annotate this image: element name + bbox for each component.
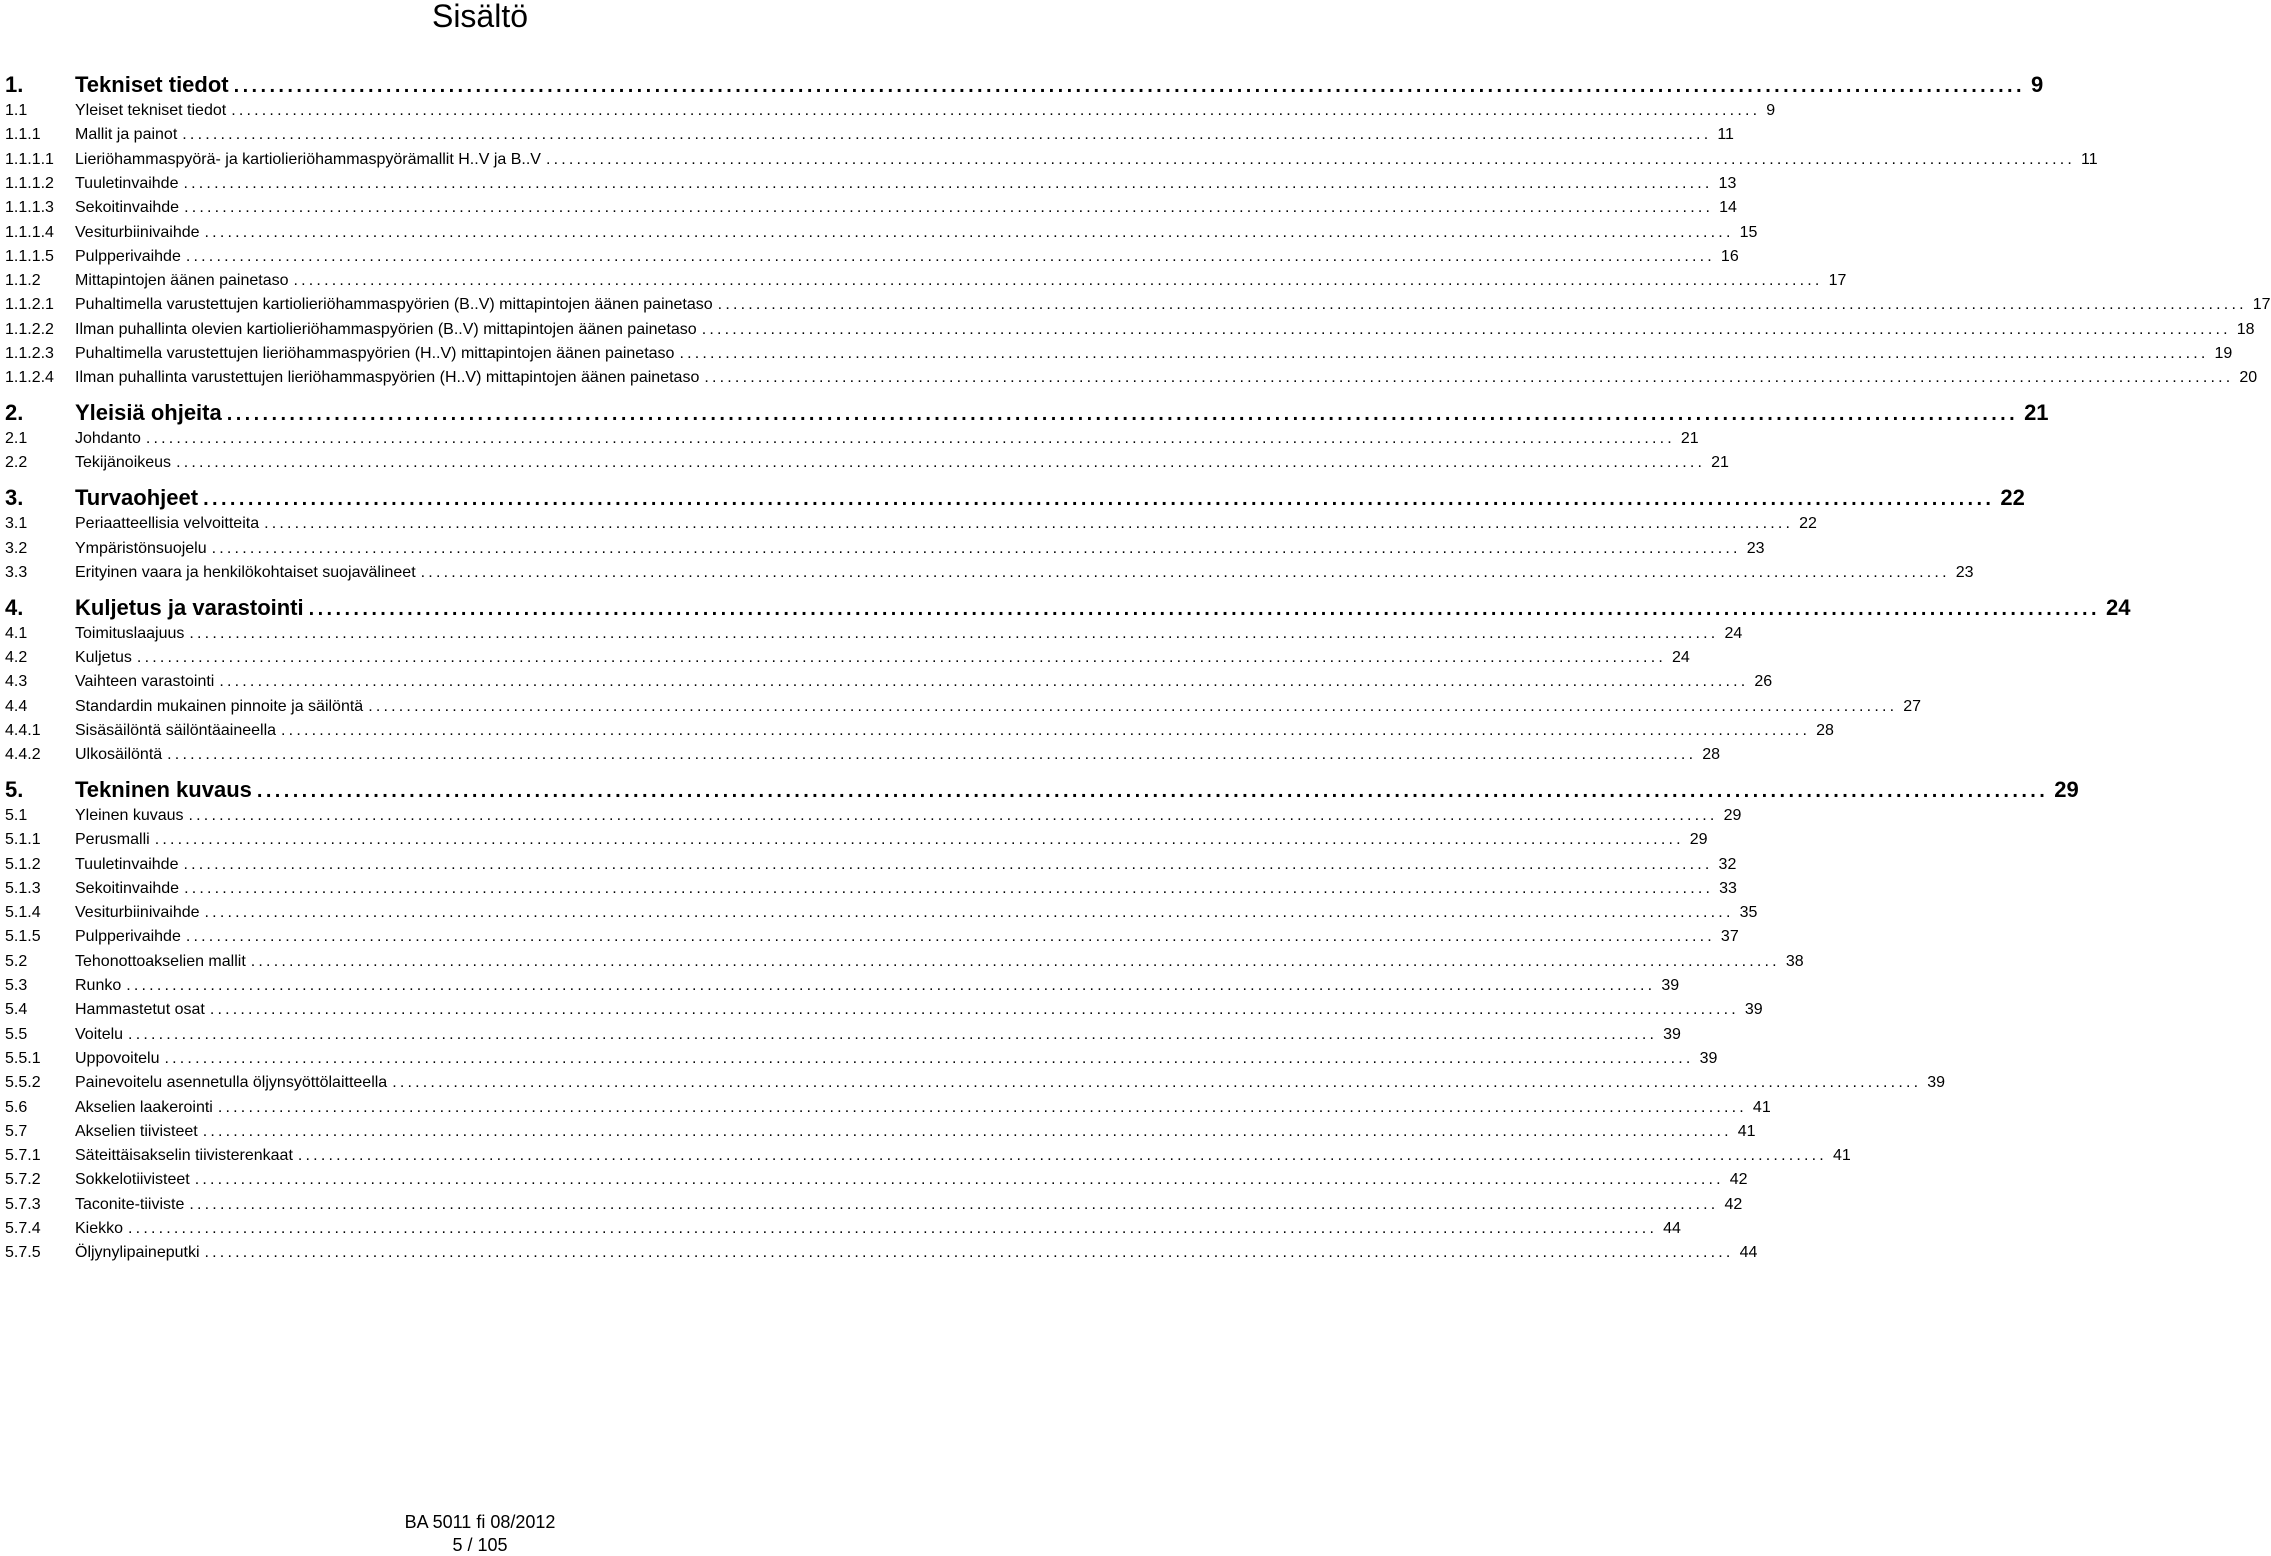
toc-number: 2.2 bbox=[5, 454, 28, 472]
toc-page-number: 22 bbox=[1799, 515, 1817, 533]
toc-title: Periaatteellisia velvoitteita bbox=[75, 515, 260, 533]
toc-page-number: 33 bbox=[1719, 879, 1737, 897]
toc-entry[interactable] bbox=[5, 1097, 1771, 1119]
toc-entry[interactable] bbox=[5, 951, 1804, 973]
toc-leader-dots: ........................................................................................................................................................................................................ bbox=[211, 539, 1741, 557]
toc-title: Toimituslaajuus bbox=[75, 624, 185, 642]
toc-entry[interactable] bbox=[5, 999, 1763, 1021]
toc-leader-dots: ........................................................................................................................................................................................................ bbox=[219, 673, 1749, 691]
toc-page-number: 37 bbox=[1720, 928, 1739, 946]
toc-number: 4. bbox=[5, 594, 24, 620]
toc-number: 1.1.2.4 bbox=[5, 369, 54, 387]
toc-entry[interactable] bbox=[5, 1169, 1748, 1191]
toc-page-number: 41 bbox=[1737, 1122, 1756, 1140]
toc-number: 5.7.4 bbox=[5, 1220, 41, 1237]
toc-entry[interactable] bbox=[5, 1048, 1718, 1070]
toc-number: 5.3 bbox=[5, 977, 28, 994]
toc-leader-dots: ........................................................................................................................................................................................................ bbox=[368, 697, 1898, 715]
toc-number: 1.1.1.1 bbox=[5, 150, 54, 168]
toc-leader-dots: ........................................................................................................................................................................................................ bbox=[308, 597, 2100, 620]
toc-title: Standardin mukainen pinnoite ja säilöntä bbox=[75, 697, 364, 715]
toc-leader-dots: ........................................................................................................................................................................................................ bbox=[188, 806, 1718, 824]
toc-title: Taconite-tiiviste bbox=[75, 1195, 185, 1213]
toc-entry[interactable] bbox=[5, 149, 2098, 171]
toc-page-number: 23 bbox=[1746, 539, 1765, 557]
toc-title: Akselien laakerointi bbox=[75, 1098, 213, 1116]
toc-entry[interactable] bbox=[5, 623, 1743, 645]
toc-entry[interactable] bbox=[5, 562, 1974, 584]
toc-entry[interactable] bbox=[5, 294, 2271, 316]
toc-title: Vaihteen varastointi bbox=[75, 673, 215, 691]
toc-entry[interactable] bbox=[5, 319, 2255, 341]
toc-title: Pulpperivaihde bbox=[75, 928, 181, 946]
toc-number: 5.4 bbox=[5, 1001, 28, 1019]
toc-title: Ilman puhallinta olevien kartiolieriöhammaspyörien (B..V) mittapintojen äänen painetaso bbox=[75, 320, 697, 338]
toc-leader-dots: ........................................................................................................................................................................................................ bbox=[209, 1001, 1739, 1019]
toc-number: 5.2 bbox=[5, 952, 28, 970]
toc-page-number: 28 bbox=[1816, 721, 1834, 739]
toc-leader-dots: ........................................................................................................................................................................................................ bbox=[189, 624, 1719, 642]
toc-entry[interactable] bbox=[5, 1218, 1681, 1240]
page-title: Sisältö bbox=[431, 0, 529, 34]
toc-title: Puhaltimella varustettujen lieriöhammaspyörien (H..V) mittapintojen äänen painetaso bbox=[75, 345, 675, 362]
toc-leader-dots: ........................................................................................................................................................................................................ bbox=[128, 1025, 1658, 1043]
toc-entry[interactable] bbox=[5, 1145, 1851, 1167]
toc-leader-dots: ........................................................................................................................................................................................................ bbox=[226, 403, 2019, 426]
toc-number: 5.7.5 bbox=[5, 1244, 41, 1262]
toc-number: 4.3 bbox=[5, 673, 28, 691]
toc-leader-dots: ........................................................................................................................................................................................................ bbox=[164, 1049, 1694, 1067]
toc-leader-dots: ........................................................................................................................................................................................................ bbox=[154, 831, 1684, 849]
toc-title: Ympäristönsuojelu bbox=[75, 539, 207, 557]
toc-leader-dots: ........................................................................................................................................................................................................ bbox=[256, 779, 2049, 802]
toc-number: 5.7.3 bbox=[5, 1195, 41, 1213]
toc-number: 1.1.2 bbox=[5, 272, 41, 290]
toc-leader-dots: ........................................................................................................................................................................................................ bbox=[185, 928, 1715, 946]
toc-title: Yleinen kuvaus bbox=[75, 806, 184, 824]
toc-number: 5.7.1 bbox=[5, 1147, 41, 1165]
toc-leader-dots: ........................................................................................................................................................................................................ bbox=[136, 648, 1666, 666]
toc-page-number: 39 bbox=[1663, 1025, 1681, 1043]
toc-title: Turvaohjeet bbox=[75, 485, 199, 511]
toc-title: Tuuletinvaihde bbox=[75, 174, 179, 192]
toc-page-number: 32 bbox=[1718, 855, 1737, 873]
toc-page-number: 23 bbox=[1955, 563, 1974, 581]
toc-entry[interactable] bbox=[5, 744, 1721, 766]
toc-page-number: 18 bbox=[2236, 320, 2255, 338]
toc-entry[interactable] bbox=[5, 720, 1834, 742]
toc-entry[interactable] bbox=[5, 222, 1758, 244]
toc-entry[interactable] bbox=[5, 173, 1737, 195]
toc-title: Tekijänoikeus bbox=[75, 454, 172, 472]
toc-leader-dots: ........................................................................................................................................................................................................ bbox=[217, 1098, 1747, 1116]
toc-number: 3. bbox=[5, 485, 24, 511]
toc-number: 5.1.5 bbox=[5, 928, 41, 946]
toc-number: 1.1.2.3 bbox=[5, 345, 54, 362]
toc-number: 5.1.2 bbox=[5, 855, 41, 873]
toc-number: 5.1.3 bbox=[5, 879, 41, 897]
toc-title: Kiekko bbox=[75, 1220, 124, 1237]
toc-chapter[interactable] bbox=[5, 484, 2025, 512]
toc-page-number: 14 bbox=[1719, 199, 1737, 217]
toc-page-number: 22 bbox=[2000, 485, 2025, 511]
page-number: 5 / 105 bbox=[452, 1535, 508, 1555]
toc-entry[interactable] bbox=[5, 124, 1734, 146]
toc-title: Sisäsäilöntä säilöntäaineella bbox=[75, 721, 277, 739]
toc-title: Voitelu bbox=[75, 1025, 124, 1043]
toc-number: 5.6 bbox=[5, 1098, 28, 1116]
toc-page-number: 13 bbox=[1718, 174, 1737, 192]
toc-leader-dots: ........................................................................................................................................................................................................ bbox=[189, 1195, 1719, 1213]
toc-title: Painevoitelu asennetulla öljynsyöttölaitteella bbox=[75, 1074, 388, 1092]
toc-number: 5.1.4 bbox=[5, 904, 41, 922]
toc-page-number: 17 bbox=[2252, 296, 2271, 314]
toc-title: Tuuletinvaihde bbox=[75, 855, 179, 873]
toc-entry[interactable] bbox=[5, 805, 1742, 827]
toc-entry[interactable] bbox=[5, 1194, 1743, 1216]
toc-leader-dots: ........................................................................................................................................................................................................ bbox=[128, 1220, 1658, 1237]
toc-leader-dots: ........................................................................................................................................................................................................ bbox=[704, 369, 2234, 387]
toc-leader-dots: ........................................................................................................................................................................................................ bbox=[202, 1122, 1732, 1140]
toc-page-number: 21 bbox=[1680, 430, 1699, 448]
toc-entry[interactable] bbox=[5, 197, 1737, 219]
toc-number: 4.4 bbox=[5, 697, 28, 715]
toc-title: Runko bbox=[75, 977, 122, 994]
toc-number: 2. bbox=[5, 400, 24, 426]
toc-page-number: 19 bbox=[2214, 345, 2233, 362]
toc-number: 2.1 bbox=[5, 430, 28, 448]
toc-number: 3.2 bbox=[5, 539, 28, 557]
toc-number: 3.3 bbox=[5, 563, 28, 581]
toc-number: 4.2 bbox=[5, 648, 28, 666]
toc-number: 5.1.1 bbox=[5, 831, 41, 849]
toc-page-number: 24 bbox=[2105, 594, 2131, 620]
toc-page-number: 29 bbox=[1723, 806, 1742, 824]
toc-leader-dots: ........................................................................................................................................................................................................ bbox=[250, 952, 1780, 970]
toc-title: Vesiturbiinivaihde bbox=[75, 904, 200, 922]
toc-number: 1.1.1.4 bbox=[5, 223, 54, 241]
toc-title: Sekoitinvaihde bbox=[75, 199, 180, 217]
toc-entry[interactable] bbox=[5, 270, 1847, 292]
toc-page-number: 16 bbox=[1720, 247, 1739, 265]
toc-leader-dots: ........................................................................................................................................................................................................ bbox=[182, 126, 1712, 144]
toc-page-number: 29 bbox=[2054, 776, 2079, 802]
toc-entry[interactable] bbox=[5, 538, 1765, 560]
toc-number: 5. bbox=[5, 776, 24, 802]
toc-number: 4.1 bbox=[5, 624, 28, 642]
toc-number: 4.4.2 bbox=[5, 746, 41, 764]
toc-title: Johdanto bbox=[75, 430, 141, 448]
toc-number: 1.1.1.2 bbox=[5, 174, 54, 192]
toc-title: Mallit ja painot bbox=[75, 126, 178, 144]
toc-entry[interactable] bbox=[5, 1072, 1946, 1094]
toc-entry[interactable] bbox=[5, 428, 1699, 450]
toc-title: Säteittäisakselin tiivisterenkaat bbox=[75, 1147, 293, 1165]
toc-page-number: 21 bbox=[2024, 400, 2049, 426]
toc-title: Kuljetus ja varastointi bbox=[75, 594, 304, 620]
toc-entry[interactable] bbox=[5, 1024, 1681, 1046]
toc-page-number: 39 bbox=[1699, 1049, 1718, 1067]
toc-page-number: 9 bbox=[2030, 72, 2044, 97]
toc-number: 5.5 bbox=[5, 1025, 28, 1043]
toc-title: Sekoitinvaihde bbox=[75, 879, 180, 897]
toc-leader-dots: ........................................................................................................................................................................................................ bbox=[392, 1074, 1922, 1092]
toc-number: 1.1.2.1 bbox=[5, 296, 54, 314]
toc-leader-dots: ........................................................................................................................................................................................................ bbox=[194, 1171, 1724, 1189]
toc-chapter[interactable] bbox=[5, 71, 2044, 99]
toc-leader-dots: ........................................................................................................................................................................................................ bbox=[204, 904, 1734, 922]
toc-leader-dots: ........................................................................................................................................................................................................ bbox=[183, 174, 1713, 192]
toc-leader-dots: ........................................................................................................................................................................................................ bbox=[204, 223, 1734, 241]
toc-number: 4.4.1 bbox=[5, 721, 41, 739]
toc-title: Erityinen vaara ja henkilökohtaiset suojavälineet bbox=[75, 563, 416, 581]
toc-title: Akselien tiivisteet bbox=[75, 1122, 198, 1140]
toc-leader-dots: ........................................................................................................................................................................................................ bbox=[545, 150, 2076, 168]
toc-page-number: 24 bbox=[1671, 648, 1690, 666]
toc-entry[interactable] bbox=[5, 975, 1680, 997]
toc-entry[interactable] bbox=[5, 902, 1758, 924]
toc-page-number: 11 bbox=[2081, 150, 2098, 168]
toc-entry[interactable] bbox=[5, 854, 1737, 876]
toc-chapter[interactable] bbox=[5, 594, 2131, 622]
toc-page-number: 39 bbox=[1927, 1074, 1946, 1092]
toc-page-number: 29 bbox=[1689, 831, 1708, 849]
toc-leader-dots: ........................................................................................................................................................................................................ bbox=[184, 879, 1714, 897]
toc-chapter[interactable] bbox=[5, 776, 2079, 804]
toc-entry[interactable] bbox=[5, 671, 1773, 693]
toc-title: Ilman puhallinta varustettujen lieriöhammaspyörien (H..V) mittapintojen äänen painetaso bbox=[75, 369, 700, 387]
toc-page-number: 39 bbox=[1744, 1001, 1763, 1019]
toc-page-number: 26 bbox=[1754, 673, 1773, 691]
toc-entry[interactable] bbox=[5, 647, 1690, 669]
toc-entry[interactable] bbox=[5, 829, 1708, 851]
toc-chapter[interactable] bbox=[5, 399, 2049, 427]
toc-page-number: 20 bbox=[2239, 369, 2258, 387]
toc-page-number: 42 bbox=[1729, 1171, 1748, 1189]
toc-entry[interactable] bbox=[5, 696, 1922, 718]
toc-title: Lieriöhammaspyörä- ja kartiolieriöhammaspyörämallit H..V ja B..V bbox=[75, 150, 541, 168]
toc-number: 1. bbox=[5, 72, 24, 97]
toc-title: Kuljetus bbox=[75, 648, 132, 666]
toc-title: Tekninen kuvaus bbox=[75, 776, 252, 802]
toc-leader-dots: ........................................................................................................................................................................................................ bbox=[185, 247, 1715, 265]
toc-page-number: 15 bbox=[1739, 223, 1758, 241]
toc-leader-dots: ........................................................................................................................................................................................................ bbox=[183, 855, 1713, 873]
toc-number: 5.1 bbox=[5, 806, 28, 824]
toc-leader-dots: ........................................................................................................................................................................................................ bbox=[293, 272, 1823, 290]
toc-page-number: 28 bbox=[1702, 746, 1721, 764]
toc-entry[interactable] bbox=[5, 513, 1817, 535]
toc-leader-dots: ........................................................................................................................................................................................................ bbox=[264, 515, 1794, 533]
toc-leader-dots: ........................................................................................................................................................................................................ bbox=[679, 345, 2209, 362]
toc-page-number: 21 bbox=[1711, 454, 1729, 472]
toc-page-number: 27 bbox=[1903, 697, 1922, 715]
toc-page-number: 38 bbox=[1785, 952, 1804, 970]
toc-title: Öljynylipaineputki bbox=[75, 1244, 200, 1262]
toc-entry[interactable] bbox=[5, 452, 1729, 474]
toc-page-number: 35 bbox=[1739, 904, 1758, 922]
toc-page-number: 17 bbox=[1828, 272, 1847, 290]
toc-title: Mittapintojen äänen painetaso bbox=[75, 272, 289, 290]
toc-page-number: 41 bbox=[1752, 1098, 1771, 1116]
toc-number: 5.5.1 bbox=[5, 1049, 41, 1067]
toc-entry[interactable] bbox=[5, 343, 2233, 365]
toc-leader-dots: ........................................................................................................................................................................................................ bbox=[701, 320, 2231, 338]
toc-page-number: 24 bbox=[1724, 624, 1743, 642]
toc-title: Perusmalli bbox=[75, 831, 150, 849]
toc-leader-dots: ........................................................................................................................................................................................................ bbox=[233, 75, 2025, 97]
toc-leader-dots: ........................................................................................................................................................................................................ bbox=[145, 430, 1675, 448]
toc-page-number: 39 bbox=[1661, 977, 1680, 994]
toc-page-number: 42 bbox=[1724, 1195, 1743, 1213]
toc-leader-dots: ........................................................................................................................................................................................................ bbox=[126, 977, 1656, 994]
toc-number: 3.1 bbox=[5, 515, 28, 533]
toc-page-number: 44 bbox=[1663, 1220, 1681, 1237]
toc-title: Yleiset tekniset tiedot bbox=[75, 102, 227, 119]
document-id: BA 5011 fi 08/2012 bbox=[404, 1512, 556, 1532]
toc-entry[interactable] bbox=[5, 926, 1739, 948]
toc-title: Uppovoitelu bbox=[75, 1049, 160, 1067]
toc-leader-dots: ........................................................................................................................................................................................................ bbox=[231, 102, 1761, 119]
toc-number: 1.1.1 bbox=[5, 126, 41, 144]
toc-page-number: 9 bbox=[1766, 102, 1776, 119]
toc-leader-dots: ........................................................................................................................................................................................................ bbox=[167, 746, 1697, 764]
toc-leader-dots: ........................................................................................................................................................................................................ bbox=[420, 563, 1950, 581]
toc-number: 5.7.2 bbox=[5, 1171, 41, 1189]
toc-title: Yleisiä ohjeita bbox=[75, 400, 222, 426]
toc-page-number: 41 bbox=[1832, 1147, 1851, 1165]
toc-leader-dots: ........................................................................................................................................................................................................ bbox=[176, 454, 1706, 472]
toc-entry[interactable] bbox=[5, 878, 1737, 900]
toc-leader-dots: ........................................................................................................................................................................................................ bbox=[184, 199, 1714, 217]
toc-title: Tehonottoakselien mallit bbox=[75, 952, 246, 970]
toc-leader-dots: ........................................................................................................................................................................................................ bbox=[281, 721, 1811, 739]
toc-entry[interactable] bbox=[5, 1242, 1758, 1264]
toc-title: Tekniset tiedot bbox=[75, 72, 229, 97]
toc-entry[interactable] bbox=[5, 246, 1739, 268]
toc-entry[interactable] bbox=[5, 367, 2258, 389]
toc-number: 5.7 bbox=[5, 1122, 28, 1140]
toc-title: Hammastetut osat bbox=[75, 1001, 205, 1019]
toc-title: Ulkosäilöntä bbox=[75, 746, 163, 764]
toc-number: 1.1.2.2 bbox=[5, 320, 54, 338]
toc-leader-dots: ........................................................................................................................................................................................................ bbox=[204, 1244, 1734, 1262]
toc-title: Sokkelotiivisteet bbox=[75, 1171, 190, 1189]
toc-leader-dots: ........................................................................................................................................................................................................ bbox=[203, 488, 1995, 511]
toc-title: Puhaltimella varustettujen kartiolieriöhammaspyörien (B..V) mittapintojen äänen painetaso bbox=[75, 296, 713, 314]
toc-title: Vesiturbiinivaihde bbox=[75, 223, 200, 241]
toc-page-number: 44 bbox=[1739, 1244, 1758, 1262]
toc-entry[interactable] bbox=[5, 1121, 1756, 1143]
toc-page-number: 11 bbox=[1717, 126, 1734, 144]
toc-number: 1.1.1.3 bbox=[5, 199, 54, 217]
toc-entry[interactable] bbox=[5, 100, 1776, 122]
toc-number: 1.1 bbox=[5, 102, 28, 119]
toc-leader-dots: ........................................................................................................................................................................................................ bbox=[297, 1147, 1827, 1165]
toc-number: 5.5.2 bbox=[5, 1074, 41, 1092]
toc-leader-dots: ........................................................................................................................................................................................................ bbox=[717, 296, 2247, 314]
toc-title: Pulpperivaihde bbox=[75, 247, 181, 265]
toc-number: 1.1.1.5 bbox=[5, 247, 54, 265]
